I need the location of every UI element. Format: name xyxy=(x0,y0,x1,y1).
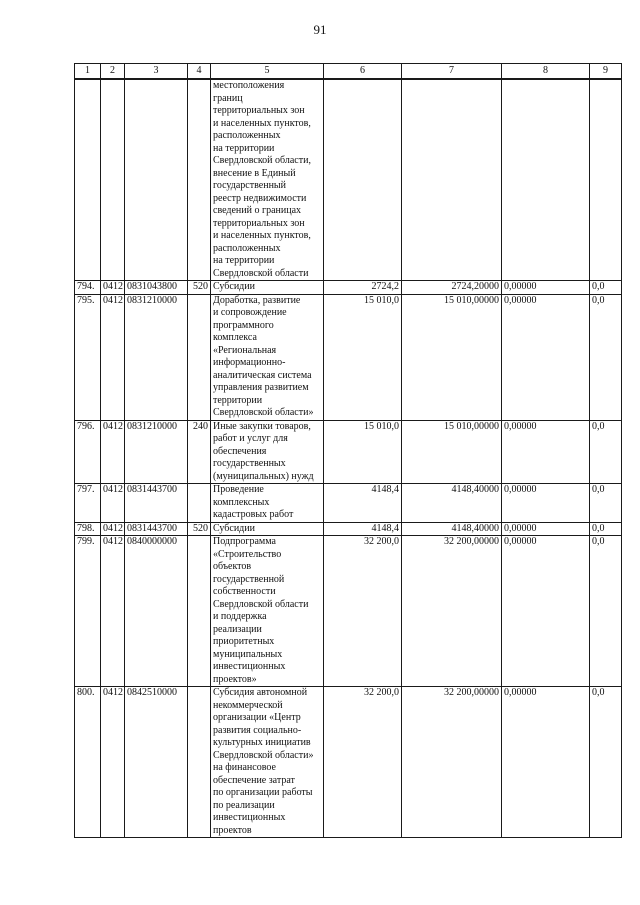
expense-type-cell: 240 xyxy=(188,420,211,484)
item-name-cell: Подпрограмма «Строительство объектов государственной собственности Свердловской области и поддержка реализации приоритетных муниципальных инвестиционных проектов» xyxy=(211,536,324,687)
target-article-cell: 0831210000 xyxy=(125,294,188,420)
expense-type-cell xyxy=(188,79,211,281)
table-row xyxy=(75,294,622,420)
amount-col8-cell: 0,00000 xyxy=(502,687,590,838)
amount-col9-cell: 0,0 xyxy=(590,294,622,420)
amount-col7-cell: 2724,20000 xyxy=(402,281,502,295)
amount-col8-cell: 0,00000 xyxy=(502,294,590,420)
section-code-cell: 0412 xyxy=(101,294,125,420)
budget-table xyxy=(74,63,622,838)
amount-col9-cell: 0,0 xyxy=(590,687,622,838)
item-name-cell: местоположения границ территориальных зон и населенных пунктов, расположенных на территории Свердловской области, внесение в Единый государственный реестр недвижимости сведений о границах территориальных зон и населенных пунктов, расположенных на территории Свердловской области xyxy=(211,79,324,281)
table-row xyxy=(75,281,622,295)
item-name-cell: Иные закупки товаров, работ и услуг для обеспечения государственных (муниципальных) нужд xyxy=(211,420,324,484)
expense-type-cell xyxy=(188,687,211,838)
column-header: 8 xyxy=(502,64,590,80)
target-article-cell xyxy=(125,79,188,281)
target-article-cell: 0831043800 xyxy=(125,281,188,295)
amount-col6-cell: 4148,4 xyxy=(324,522,402,536)
row-number-cell: 798. xyxy=(75,522,101,536)
section-code-cell: 0412 xyxy=(101,281,125,295)
amount-col9-cell: 0,0 xyxy=(590,281,622,295)
expense-type-cell xyxy=(188,294,211,420)
amount-col7-cell: 32 200,00000 xyxy=(402,536,502,687)
column-header: 2 xyxy=(101,64,125,80)
target-article-cell: 0831443700 xyxy=(125,522,188,536)
column-header: 6 xyxy=(324,64,402,80)
amount-col7-cell: 15 010,00000 xyxy=(402,420,502,484)
column-header: 4 xyxy=(188,64,211,80)
amount-col9-cell xyxy=(590,79,622,281)
page-number: 91 xyxy=(313,22,327,37)
row-number-cell: 795. xyxy=(75,294,101,420)
amount-col9-cell: 0,0 xyxy=(590,420,622,484)
section-code-cell: 0412 xyxy=(101,536,125,687)
item-name-cell: Проведение комплексных кадастровых работ xyxy=(211,484,324,523)
amount-col9-cell: 0,0 xyxy=(590,522,622,536)
expense-type-cell: 520 xyxy=(188,522,211,536)
amount-col7-cell xyxy=(402,79,502,281)
amount-col6-cell xyxy=(324,79,402,281)
amount-col6-cell: 15 010,0 xyxy=(324,420,402,484)
table-row xyxy=(75,687,622,838)
amount-col8-cell: 0,00000 xyxy=(502,484,590,523)
item-name-cell: Субсидия автономной некоммерческой организации «Центр развития социально- культурных инициатив Свердловской области» на финансовое обеспечение затрат по организации работы по реализации инвестиционных проектов xyxy=(211,687,324,838)
item-name-cell: Субсидии xyxy=(211,522,324,536)
table-row xyxy=(75,536,622,687)
amount-col7-cell: 4148,40000 xyxy=(402,484,502,523)
section-code-cell: 0412 xyxy=(101,420,125,484)
target-article-cell: 0831443700 xyxy=(125,484,188,523)
table-row xyxy=(75,420,622,484)
target-article-cell: 0842510000 xyxy=(125,687,188,838)
amount-col8-cell: 0,00000 xyxy=(502,420,590,484)
amount-col9-cell: 0,0 xyxy=(590,536,622,687)
row-number-cell: 800. xyxy=(75,687,101,838)
column-header: 3 xyxy=(125,64,188,80)
section-code-cell: 0412 xyxy=(101,522,125,536)
table-row xyxy=(75,79,622,281)
section-code-cell: 0412 xyxy=(101,687,125,838)
item-name-cell: Доработка, развитие и сопровождение программного комплекса «Региональная информационно- аналитическая система управления развитием территории Свердловской области» xyxy=(211,294,324,420)
amount-col8-cell: 0,00000 xyxy=(502,281,590,295)
amount-col7-cell: 4148,40000 xyxy=(402,522,502,536)
amount-col8-cell: 0,00000 xyxy=(502,536,590,687)
amount-col6-cell: 2724,2 xyxy=(324,281,402,295)
table-row xyxy=(75,522,622,536)
row-number-cell: 797. xyxy=(75,484,101,523)
target-article-cell: 0831210000 xyxy=(125,420,188,484)
amount-col6-cell: 15 010,0 xyxy=(324,294,402,420)
row-number-cell: 799. xyxy=(75,536,101,687)
expense-type-cell xyxy=(188,536,211,687)
item-name-cell: Субсидии xyxy=(211,281,324,295)
column-header: 7 xyxy=(402,64,502,80)
amount-col6-cell: 32 200,0 xyxy=(324,536,402,687)
amount-col7-cell: 15 010,00000 xyxy=(402,294,502,420)
amount-col9-cell: 0,0 xyxy=(590,484,622,523)
amount-col7-cell: 32 200,00000 xyxy=(402,687,502,838)
amount-col8-cell: 0,00000 xyxy=(502,522,590,536)
column-header: 5 xyxy=(211,64,324,80)
section-code-cell xyxy=(101,79,125,281)
section-code-cell: 0412 xyxy=(101,484,125,523)
amount-col6-cell: 32 200,0 xyxy=(324,687,402,838)
target-article-cell: 0840000000 xyxy=(125,536,188,687)
row-number-cell: 794. xyxy=(75,281,101,295)
amount-col6-cell: 4148,4 xyxy=(324,484,402,523)
table-header-row xyxy=(75,64,622,80)
column-header: 9 xyxy=(590,64,622,80)
column-header: 1 xyxy=(75,64,101,80)
expense-type-cell: 520 xyxy=(188,281,211,295)
table-row xyxy=(75,484,622,523)
row-number-cell: 796. xyxy=(75,420,101,484)
expense-type-cell xyxy=(188,484,211,523)
row-number-cell xyxy=(75,79,101,281)
amount-col8-cell xyxy=(502,79,590,281)
